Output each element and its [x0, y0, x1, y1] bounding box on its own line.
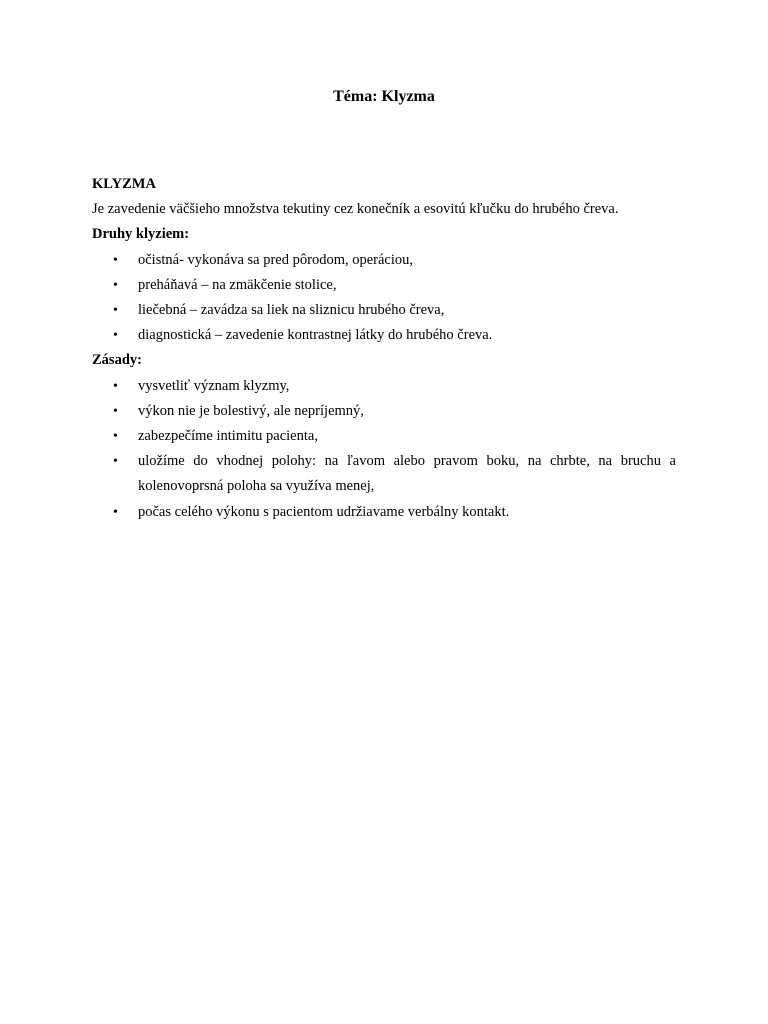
- list-item-text: počas celého výkonu s pacientom udržiavame verbálny kontakt.: [138, 503, 510, 520]
- principles-list-item: [92, 399, 676, 424]
- bullet-icon: •: [113, 277, 118, 293]
- bullet-icon: •: [113, 328, 118, 344]
- principles-list-item: [92, 500, 676, 525]
- principles-list-item: [92, 374, 676, 399]
- list-item-text: vysvetliť význam klyzmy,: [138, 377, 290, 394]
- bullet-icon: •: [113, 378, 118, 394]
- principles-list-item: [92, 424, 676, 449]
- types-heading: Druhy klyziem:: [92, 226, 190, 243]
- principles-list-item: [92, 449, 676, 499]
- bullet-icon: •: [113, 403, 118, 419]
- bullet-icon: •: [113, 454, 118, 470]
- types-list-item: [92, 298, 676, 323]
- principles-heading: Zásady:: [92, 352, 142, 369]
- list-item-text: očistná- vykonáva sa pred pôrodom, operáciou,: [138, 251, 414, 268]
- bullet-icon: •: [113, 303, 118, 319]
- list-item-text: diagnostická – zavedenie kontrastnej látky do hrubého čreva.: [138, 327, 493, 344]
- bullet-icon: •: [113, 252, 118, 268]
- list-item-text: preháňavá – na zmäkčenie stolice,: [138, 276, 337, 293]
- bullet-icon: •: [113, 504, 118, 520]
- document-title: Téma: Klyzma: [333, 88, 435, 105]
- list-item-text: zabezpečíme intimitu pacienta,: [138, 428, 318, 445]
- types-list-item: [92, 323, 676, 348]
- definition-paragraph: Je zavedenie väčšieho množstva tekutiny cez konečník a esovitú kľučku do hrubého čreva.: [92, 201, 619, 218]
- document-body: [92, 172, 676, 525]
- list-item-text: liečebná – zavádza sa liek na sliznicu hrubého čreva,: [138, 302, 445, 319]
- bullet-icon: •: [113, 429, 118, 445]
- list-item-text: uložíme do vhodnej polohy: na ľavom alebo pravom boku, na chrbte, na bruchu a kolenovoprsná poloha sa využíva menej,: [138, 453, 676, 495]
- list-item-text: výkon nie je bolestivý, ale nepríjemný,: [138, 402, 364, 419]
- types-list: [92, 248, 676, 349]
- types-list-item: [92, 273, 676, 298]
- types-list-item: [92, 248, 676, 273]
- principles-list: [92, 374, 676, 525]
- section-heading: KLYZMA: [92, 176, 156, 192]
